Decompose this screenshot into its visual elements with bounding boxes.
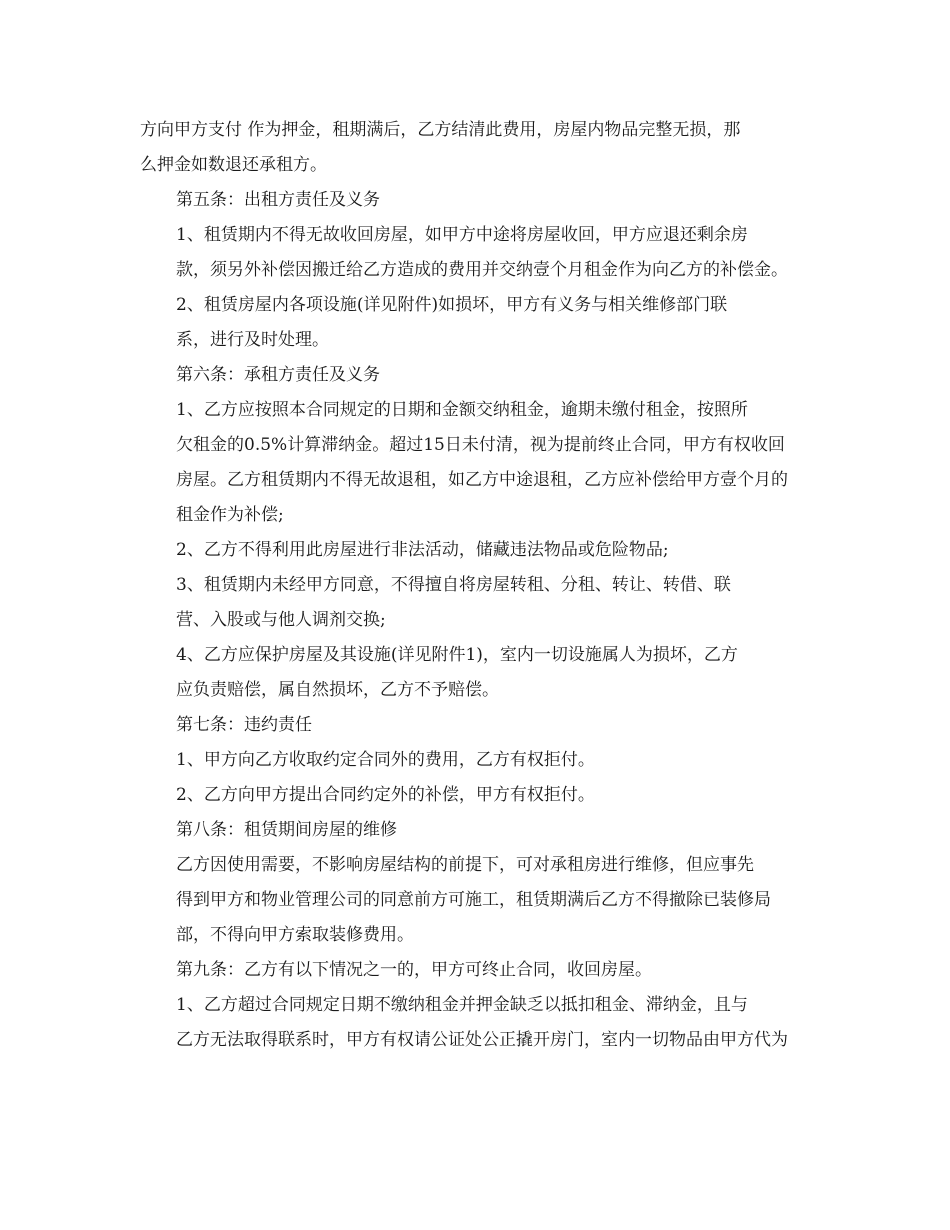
paragraph [140,778,820,813]
text-line: 第六条：承租方责任及义务 [176,365,380,385]
text-line: 1、乙方应按照本合同规定的日期和金额交纳租金，逾期未缴付租金，按照所 [176,400,748,420]
paragraph [140,953,820,988]
text-line: 1、甲方向乙方收取约定合同外的费用，乙方有权拒付。 [176,750,595,770]
text-line: 租金作为补偿; [176,505,284,525]
paragraph [140,568,820,638]
text-line: 1、乙方超过合同规定日期不缴纳租金并押金缺乏以抵扣租金、滞纳金，且与 [176,995,748,1015]
text-line: 第八条：租赁期间房屋的维修 [176,820,397,840]
paragraph [140,393,820,533]
text-line: 4、乙方应保护房屋及其设施(详见附件1)，室内一切设施属人为损坏，乙方 [176,645,738,665]
paragraph [140,288,820,358]
paragraph [140,533,820,568]
paragraph [140,218,820,288]
paragraph [140,638,820,708]
text-line: 欠租金的0.5%计算滞纳金。超过15日未付清，视为提前终止合同，甲方有权收回 [176,435,785,455]
paragraph [140,708,820,743]
text-line: 方向甲方支付 作为押金，租期满后，乙方结清此费用，房屋内物品完整无损，那 [140,120,741,140]
paragraph [140,988,820,1058]
text-line: 房屋。乙方租赁期内不得无故退租，如乙方中途退租，乙方应补偿给甲方壹个月的 [176,470,788,490]
text-line: 款，须另外补偿因搬迁给乙方造成的费用并交纳壹个月租金作为向乙方的补偿金。 [176,260,788,280]
paragraph [140,113,820,183]
text-line: 应负责赔偿，属自然损坏，乙方不予赔偿。 [176,680,499,700]
text-line: 3、租赁期内未经甲方同意，不得擅自将房屋转租、分租、转让、转借、联 [176,575,731,595]
text-line: 第九条：乙方有以下情况之一的，甲方可终止合同，收回房屋。 [176,960,652,980]
text-line: 营、入股或与他人调剂交换; [176,610,386,630]
text-line: 第五条：出租方责任及义务 [176,190,380,210]
text-line: 么押金如数退还承租方。 [140,155,327,175]
text-line: 乙方因使用需要，不影响房屋结构的前提下，可对承租房进行维修，但应事先 [176,855,754,875]
text-line: 2、乙方向甲方提出合同约定外的补偿，甲方有权拒付。 [176,785,595,805]
paragraph [140,183,820,218]
text-line: 系，进行及时处理。 [176,330,329,350]
paragraph [140,813,820,848]
text-line: 第七条：违约责任 [176,715,312,735]
document-body [140,113,820,1058]
paragraph [140,743,820,778]
text-line: 乙方无法取得联系时，甲方有权请公证处公正撬开房门，室内一切物品由甲方代为 [176,1030,788,1050]
paragraph [140,358,820,393]
text-line: 2、乙方不得利用此房屋进行非法活动，储藏违法物品或危险物品; [176,540,669,560]
text-line: 1、租赁期内不得无故收回房屋，如甲方中途将房屋收回，甲方应退还剩余房 [176,225,748,245]
text-line: 部，不得向甲方索取装修费用。 [176,925,414,945]
paragraph [140,848,820,953]
text-line: 得到甲方和物业管理公司的同意前方可施工，租赁期满后乙方不得撤除已装修局 [176,890,771,910]
text-line: 2、租赁房屋内各项设施(详见附件)如损坏，甲方有义务与相关维修部门联 [176,295,728,315]
